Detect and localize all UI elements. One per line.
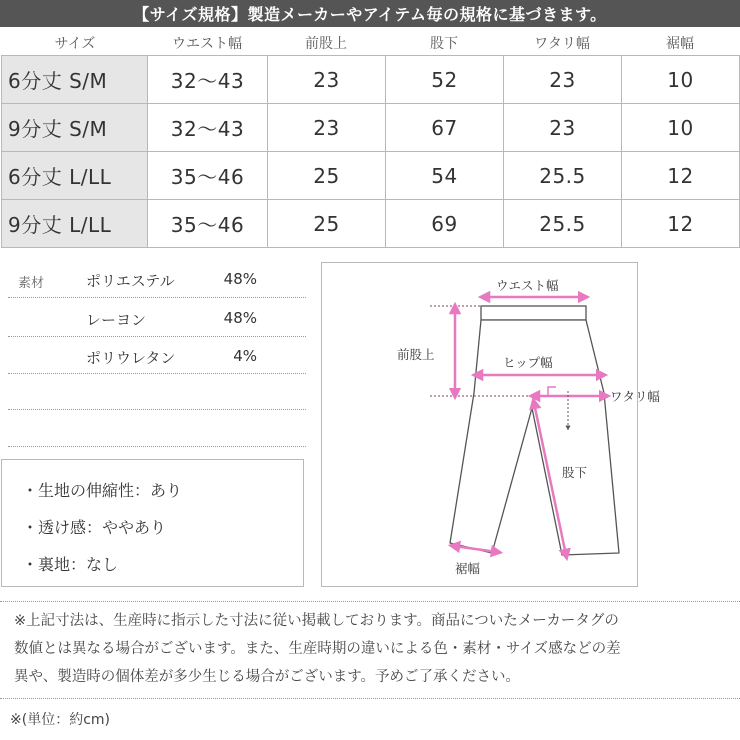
table-row	[2, 56, 740, 104]
inseam-label: 股下	[562, 465, 588, 480]
waist-cell: 32〜43	[148, 56, 268, 104]
table-row	[2, 200, 740, 248]
material-name: ポリウレタン	[86, 349, 176, 367]
size-name-cell: 6分丈 S/M	[2, 56, 148, 104]
measurement-diagram	[321, 262, 660, 587]
lining-property: ・裏地：なし	[22, 555, 119, 574]
material-percent: 4%	[233, 347, 257, 365]
waist-width-label: ウエスト幅	[496, 278, 559, 293]
size-name-cell: 6分丈 L/LL	[2, 152, 148, 200]
stretch-property: ・生地の伸縮性：あり	[22, 481, 183, 500]
table-row	[2, 152, 740, 200]
hem-cell: 10	[622, 56, 740, 104]
notes-divider	[0, 601, 740, 602]
waist-cell: 35〜46	[148, 200, 268, 248]
divider	[8, 446, 306, 447]
hem-cell: 10	[622, 104, 740, 152]
front-rise-cell: 23	[268, 104, 386, 152]
front-rise-label: 前股上	[397, 347, 435, 362]
material-label: 素材	[18, 276, 45, 291]
material-percent: 48%	[223, 309, 257, 327]
pants-illustration	[322, 263, 639, 588]
inseam-cell: 69	[386, 200, 504, 248]
unit-note: ※(単位：約cm)	[10, 712, 110, 728]
divider	[8, 409, 306, 410]
front-rise-cell: 25	[268, 152, 386, 200]
divider	[8, 297, 306, 298]
column-header-hem: 裾幅	[666, 36, 694, 52]
material-percent: 48%	[223, 270, 257, 288]
hip-width-label: ヒップ幅	[503, 355, 553, 370]
material-name: レーヨン	[86, 311, 147, 329]
sheerness-property: ・透け感：ややあり	[22, 518, 167, 537]
column-header-front-rise: 前股上	[305, 36, 347, 52]
column-header-size: サイズ	[54, 36, 96, 52]
thigh-cell: 23	[504, 56, 622, 104]
column-header-waist: ウエスト幅	[172, 36, 242, 52]
thigh-cell: 23	[504, 104, 622, 152]
waist-cell: 35〜46	[148, 152, 268, 200]
front-rise-cell: 23	[268, 56, 386, 104]
material-name: ポリエステル	[86, 272, 175, 290]
notes-divider	[0, 698, 740, 699]
inseam-cell: 54	[386, 152, 504, 200]
column-header-thigh: ワタリ幅	[534, 36, 590, 52]
front-rise-cell: 25	[268, 200, 386, 248]
disclaimer-line-2: 数値とは異なる場合がございます。また、生産時期の違いによる色・素材・サイズ感などの差	[14, 641, 621, 657]
column-header-inseam: 股下	[430, 36, 458, 52]
size-name-cell: 9分丈 S/M	[2, 104, 148, 152]
size-spec-banner: 【サイズ規格】製造メーカーやアイテム毎の規格に基づきます。	[0, 0, 740, 27]
fabric-properties-box	[1, 459, 304, 587]
thigh-width-label: ワタリ幅	[610, 389, 660, 404]
inseam-cell: 67	[386, 104, 504, 152]
disclaimer-line-1: ※上記寸法は、生産時に指示した寸法に従い掲載しております。商品についたメーカータグの	[14, 613, 619, 629]
hem-cell: 12	[622, 200, 740, 248]
divider	[8, 336, 306, 337]
thigh-cell: 25.5	[504, 200, 622, 248]
size-table	[1, 55, 740, 248]
table-row	[2, 104, 740, 152]
hem-cell: 12	[622, 152, 740, 200]
divider	[8, 373, 306, 374]
thigh-cell: 25.5	[504, 152, 622, 200]
inseam-cell: 52	[386, 56, 504, 104]
hem-width-label: 裾幅	[455, 561, 481, 576]
waist-cell: 32〜43	[148, 104, 268, 152]
disclaimer-line-3: 異や、製造時の個体差が多少生じる場合がございます。予めご了承ください。	[14, 669, 521, 685]
size-name-cell: 9分丈 L/LL	[2, 200, 148, 248]
